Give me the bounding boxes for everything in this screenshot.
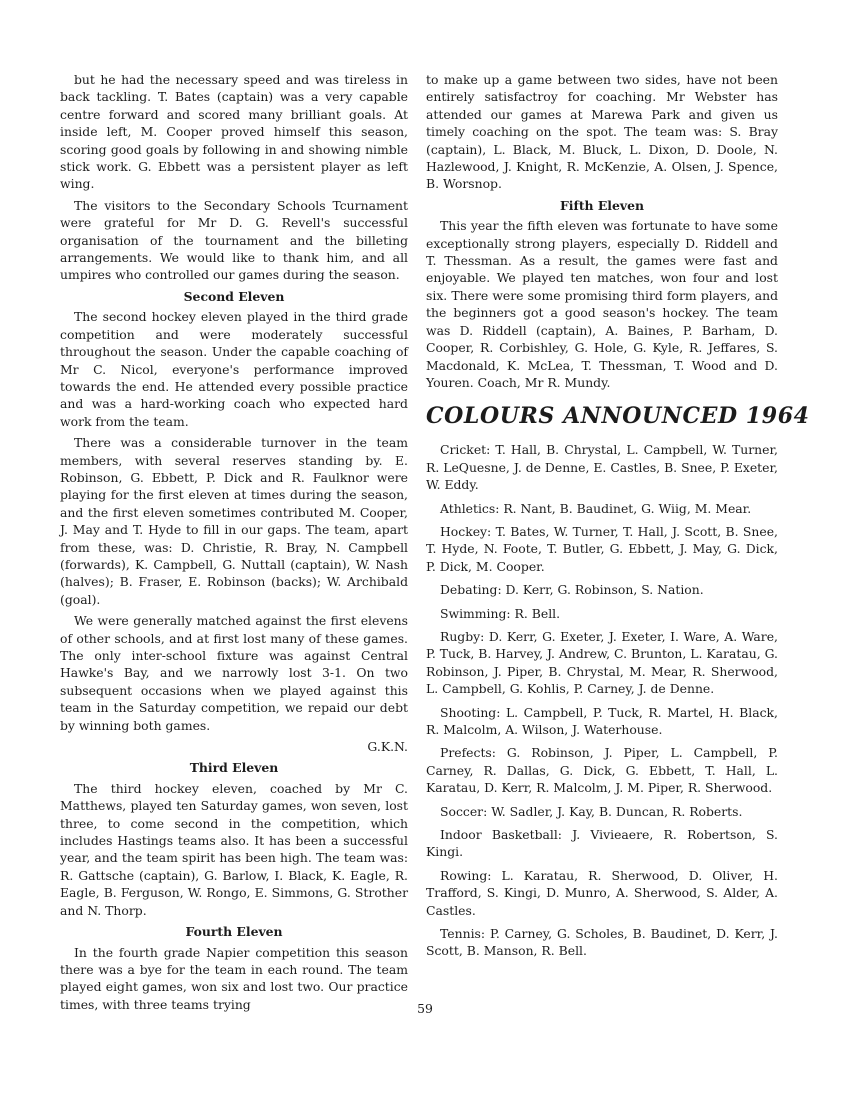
colours-entry-soccer: Soccer: W. Sadler, J. Kay, B. Duncan, R. Roberts. (440, 803, 743, 819)
heading-fifth-eleven: Fifth Eleven (559, 197, 644, 213)
paragraph-first-eleven-end: but he had the necessary speed and was tireless in back tackling. T. Bates (captain) was a very capable centre forward and scored many brilliant goals. At inside left, M. Cooper proved himself this season, scoring good goals by following in and showing nimble stick work. G. Ebbett was a persistent player as left wing. (60, 72, 408, 192)
colours-entry-hockey: Hockey: T. Bates, W. Turner, T. Hall, J. Scott, B. Snee, T. Hyde, N. Foote, T. Butler, G. Ebbett, J. May, G. Dick, P. Dick, M. Cooper. (426, 523, 778, 574)
paragraph-third-eleven: The third hockey eleven, coached by Mr C. Matthews, played ten Saturday games, won seven, lost three, to come second in the competition, which includes Hastings teams also. It has been a successful year, and the team spirit has been high. The team was: R. Gattsche (captain), G. Barlow, I. Black, K. Eagle, R. Eagle, B. Ferguson, W. Rongo, E. Simmons, G. Strother and N. Thorp. (60, 780, 408, 918)
paragraph-second-eleven-2: There was a considerable turnover in the team members, with several reserves standing by. E. Robinson, G. Ebbett, P. Dick and R. Faulknor were playing for the first eleven at times during the season, and the first eleven sometimes contributed M. Cooper, J. May and T. Hyde to fill in our gaps. The team, apart from these, was: D. Christie, R. Bray, N. Campbell (forwards), K. Campbell, G. Nuttall (captain), W. Nash (halves); B. Fraser, E. Robinson (backs); W. Archibald (goal). (60, 435, 408, 607)
heading-second-eleven: Second Eleven (183, 288, 285, 304)
heading-fourth-eleven: Fourth Eleven (185, 924, 283, 940)
right-column (426, 71, 810, 966)
colours-entry-athletics: Athletics: R. Nant, B. Baudinet, G. Wiig, M. Mear. (440, 500, 752, 516)
left-column (60, 71, 408, 1017)
page-number: 59 (417, 1001, 433, 1016)
paragraph-second-eleven-3: We were generally matched against the first elevens of other schools, and at first lost many of these games. The only inter-school fixture was against Central Hawke's Bay, and we narrowly lost 3-1. On two subsequent occasions when we played against this team in the Saturday competition, we repaid our debt by winning both games. (60, 613, 408, 733)
colours-entry-tennis: Tennis: P. Carney, G. Scholes, B. Baudinet, D. Kerr, J. Scott, B. Manson, R. Bell. (426, 926, 778, 959)
colours-entry-debating: Debating: D. Kerr, G. Robinson, S. Nation. (440, 582, 704, 598)
paragraph-fifth-eleven: This year the fifth eleven was fortunate to have some exceptionally strong players, especially D. Riddell and T. Thessman. As a result, the games were fast and enjoyable. We played ten matches, won four and lost six. There were some promising third form players, and the beginners got a good season's hockey. The team was D. Riddell (captain), A. Baines, P. Barham, D. Cooper, R. Corbishley, G. Hole, G. Kyle, R. Jeffares, S. Macdonald, K. McLea, T. Thessman, T. Wood and D. Youren. Coach, Mr R. Mundy. (426, 218, 778, 390)
paragraph-second-eleven-1: The second hockey eleven played in the third grade competition and were moderately successful throughout the season. Under the capable coaching of Mr C. Nicol, everyone's performance improved towards the end. He attended every possible practice and was a hard-working coach who expected hard work from the team. (60, 309, 408, 429)
colours-entry-swimming: Swimming: R. Bell. (440, 605, 561, 621)
colours-entry-cricket: Cricket: T. Hall, B. Chrystal, L. Campbell, W. Turner, R. LeQuesne, J. de Denne, E. Castles, B. Snee, P. Exeter, W. Eddy. (426, 442, 778, 493)
paragraph-fourth-eleven: In the fourth grade Napier competition this season there was a bye for the team in each round. The team played eight games, won six and lost two. Our practice times, with three teams trying (60, 944, 408, 1012)
colours-entry-rowing: Rowing: L. Karatau, R. Sherwood, D. Oliver, H. Trafford, S. Kingi, D. Munro, A. Sherwood, S. Alder, A. Castles. (426, 867, 778, 918)
heading-third-eleven: Third Eleven (189, 760, 279, 776)
colours-announced-title: COLOURS ANNOUNCED 1964 (426, 403, 810, 430)
colours-entry-rugby: Rugby: D. Kerr, G. Exeter, J. Exeter, I. Ware, A. Ware, P. Tuck, B. Harvey, J. Andrew, C. Brunton, L. Karatau, G. Robinson, J. Piper, B. Chrystal, M. Mear, R. Sherwood, L. Campbell, G. Kohlis, P. Carney, J. de Denne. (426, 628, 778, 697)
signature-initials: G.K.N. (367, 739, 408, 755)
colours-entry-prefects: Prefects: G. Robinson, J. Piper, L. Campbell, P. Carney, R. Dallas, G. Dick, G. Ebbett, T. Hall, L. Karatau, D. Kerr, R. Malcolm, J. M. Piper, R. Sherwood. (426, 745, 778, 796)
colours-entry-shooting: Shooting: L. Campbell, P. Tuck, R. Martel, H. Black, R. Malcolm, A. Wilson, J. Waterhouse. (426, 704, 778, 737)
colours-entry-indoor-basketball: Indoor Basketball: J. Vivieaere, R. Robertson, S. Kingi. (426, 827, 778, 860)
paragraph-fourth-eleven-continued: to make up a game between two sides, have not been entirely satisfactroy for coaching. Mr Webster has attended our games at Marewa Park and given us timely coaching on the spot. The team was: S. Bray (captain), L. Black, M. Bluck, L. Dixon, D. Doole, N. Hazlewood, J. Knight, R. McKenzie, A. Olsen, J. Spence, B. Worsnop. (426, 72, 778, 192)
paragraph-tournament-thanks: The visitors to the Secondary Schools Tcurnament were grateful for Mr D. G. Revell's successful organisation of the tournament and the billeting arrangements. We would like to thank him, and all umpires who controlled our games during the season. (60, 197, 408, 283)
